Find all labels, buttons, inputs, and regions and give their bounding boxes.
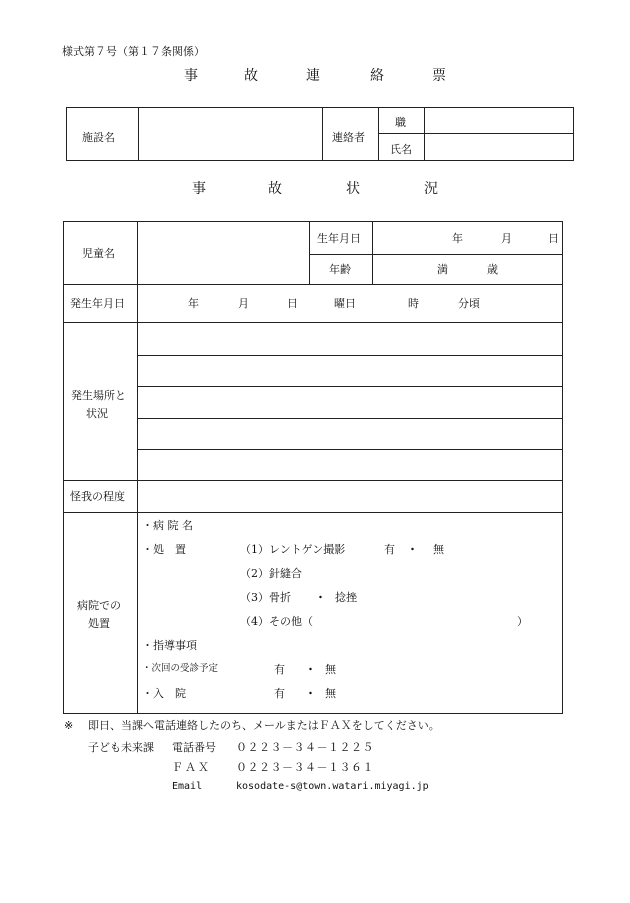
section-title-char-4: 況 (424, 181, 438, 197)
birth-year-unit: 年 (452, 232, 463, 245)
contact-name-field[interactable] (425, 134, 573, 160)
next-visit-label: ・次回の受診予定 (142, 663, 219, 674)
admission-label: ・入 院 (142, 687, 186, 700)
minute-unit: 分頃 (458, 297, 480, 310)
tel-label: 電話番号 (172, 741, 216, 754)
location-situation-field[interactable] (138, 323, 562, 480)
admission-separator: ・ (305, 687, 316, 700)
child-name-label: 児童名 (82, 247, 115, 260)
injury-level-label: 怪我の程度 (70, 490, 125, 503)
email-label: Email (172, 781, 203, 792)
age-full-label: 満 (437, 263, 448, 276)
position-field[interactable] (425, 108, 573, 133)
title-char-2: 故 (244, 68, 258, 84)
next-visit-yes[interactable]: 有 (274, 663, 285, 676)
birth-month-unit: 月 (501, 232, 512, 245)
xray-yes[interactable]: 有 (384, 543, 395, 556)
footer-note: 即日、当課へ電話連絡したのち、メールまたはＦＡＸをしてください。 (88, 719, 440, 732)
admission-no[interactable]: 無 (325, 687, 336, 700)
contact-name-label: 氏名 (390, 143, 412, 156)
fax-label: ＦＡＸ (172, 761, 211, 774)
birth-day-unit: 日 (548, 232, 559, 245)
note-mark: ※ (64, 719, 74, 732)
hour-unit: 時 (408, 297, 419, 310)
xray-separator: ・ (407, 543, 418, 556)
option-other: （4）その他（ (240, 615, 313, 628)
section-title-char-1: 事 (192, 181, 206, 197)
title-char-4: 絡 (370, 68, 384, 84)
option-xray: （1）レントゲン撮影 (240, 543, 346, 556)
location-label-line2: 状況 (86, 407, 108, 420)
option-fracture: （3）骨折 (240, 591, 291, 604)
child-name-field[interactable] (138, 222, 309, 284)
age-label: 年齢 (329, 263, 351, 276)
position-label: 職 (395, 116, 406, 129)
hospital-label-line2: 処置 (88, 617, 110, 630)
location-label-line1: 発生場所と (71, 389, 126, 402)
facility-name-field[interactable] (139, 108, 322, 160)
injury-level-field[interactable] (138, 481, 562, 512)
admission-yes[interactable]: 有 (274, 687, 285, 700)
option-other-close: ） (517, 615, 528, 628)
occurrence-date-label: 発生年月日 (70, 297, 125, 310)
hospital-label-line1: 病院での (77, 599, 121, 612)
next-visit-no[interactable]: 無 (325, 663, 336, 676)
birthdate-label: 生年月日 (317, 232, 361, 245)
age-years-unit: 歳 (487, 263, 498, 276)
fax-number: ０２２３－３４－１３６１ (236, 761, 374, 774)
occ-day-unit: 日 (287, 297, 298, 310)
tel-number: ０２２３－３４－１２２５ (236, 741, 374, 754)
guidance-label: ・指導事項 (142, 639, 197, 652)
section-title-char-3: 状 (346, 181, 360, 197)
facility-name-label: 施設名 (82, 131, 115, 144)
option-suture: （2）針縫合 (240, 567, 302, 580)
option-sprain: 捻挫 (335, 591, 357, 604)
occ-year-unit: 年 (188, 297, 199, 310)
occ-month-unit: 月 (238, 297, 249, 310)
title-char-5: 票 (432, 68, 446, 84)
section-title-char-2: 故 (268, 181, 282, 197)
form-number: 様式第７号（第１７条関係） (62, 45, 205, 58)
email-address[interactable]: kosodate-s@town.watari.miyagi.jp (236, 781, 429, 792)
hospital-name-label: ・病 院 名 (142, 519, 193, 532)
fracture-separator: ・ (315, 591, 326, 604)
treatment-label: ・処 置 (142, 543, 186, 556)
contact-person-label: 連絡者 (332, 131, 365, 144)
xray-no[interactable]: 無 (433, 543, 444, 556)
next-visit-separator: ・ (305, 663, 316, 676)
title-char-3: 連 (306, 68, 320, 84)
weekday-unit: 曜日 (334, 297, 356, 310)
department-name: 子ども未来課 (88, 741, 154, 754)
title-char-1: 事 (184, 68, 198, 84)
